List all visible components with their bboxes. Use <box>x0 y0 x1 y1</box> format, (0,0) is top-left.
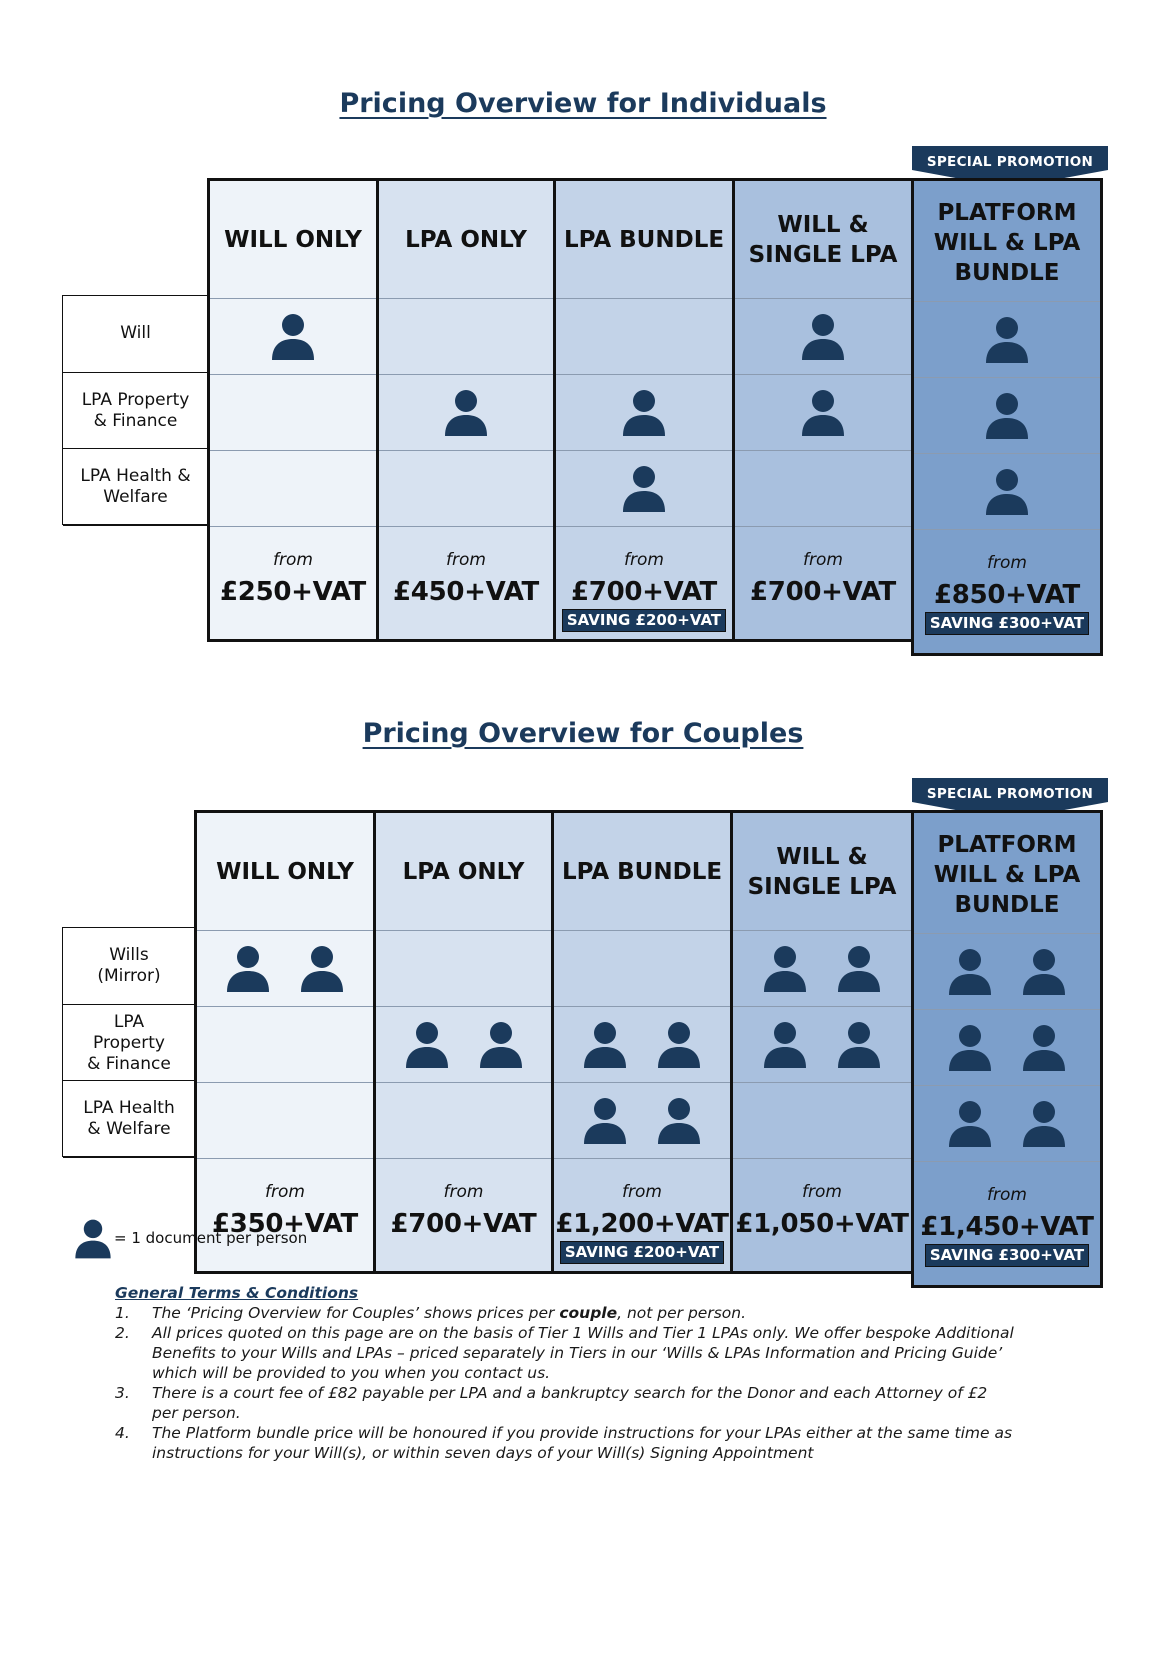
person-icon <box>982 391 1032 441</box>
plan-header: WILL ONLY <box>216 858 354 885</box>
person-icon <box>619 388 669 438</box>
price-from-label: from <box>802 1182 842 1202</box>
price-from-label: from <box>446 550 486 570</box>
row-label: Will <box>63 295 208 372</box>
person-icon <box>223 944 273 994</box>
feature-cell <box>914 377 1100 454</box>
terms-item: 2. All prices quoted on this page are on the basis of Tier 1 Wills and Tier 1 LPAs only. We offer bespoke Additional Benefits to your Wills and LPAs – priced separately in Tiers in our ‘Wills & LPAs Information and Pricing Guide’ which will be provided to you when you contact us. <box>115 1324 1014 1382</box>
feature-cell <box>556 374 732 451</box>
price-cell <box>914 529 1100 634</box>
feature-cell <box>379 374 553 451</box>
feature-cell <box>554 1082 730 1159</box>
plan-header: LPA BUNDLE <box>563 226 725 253</box>
individuals-pricing-table <box>207 178 1103 642</box>
couples-pricing-table <box>194 810 1103 1274</box>
feature-cell <box>914 933 1100 1010</box>
feature-cell <box>733 1082 911 1159</box>
saving-badge: SAVING £200+VAT <box>561 1242 723 1263</box>
feature-cell <box>554 1006 730 1083</box>
feature-cell <box>376 930 551 1007</box>
person-icon <box>268 312 318 362</box>
row-label: LPA Health & Welfare <box>63 448 208 526</box>
person-icon <box>982 467 1032 517</box>
person-icon <box>654 1096 704 1146</box>
price-cell <box>733 1158 911 1241</box>
plan-column-lpa-bundle <box>556 181 735 639</box>
plan-column-platform-will-lpa-bundle <box>911 810 1103 1288</box>
feature-cell <box>210 298 376 375</box>
person-icon <box>798 388 848 438</box>
terms-section <box>115 1283 1015 1463</box>
plan-header: WILL & SINGLE LPA <box>748 211 898 268</box>
feature-cell <box>210 374 376 451</box>
person-icon <box>1019 1023 1069 1073</box>
plan-header: PLATFORM WILL & LPA BUNDLE <box>933 831 1081 918</box>
person-icon <box>945 1023 995 1073</box>
plan-column-will-only <box>197 813 376 1271</box>
price-from-label: from <box>987 553 1027 573</box>
price-from-label: from <box>622 1182 662 1202</box>
price-amount: £1,200+VAT <box>555 1209 729 1239</box>
person-icon <box>982 315 1032 365</box>
price-cell <box>735 526 911 609</box>
couples-row-labels <box>62 927 195 1157</box>
person-icon <box>297 944 347 994</box>
feature-cell <box>379 450 553 527</box>
feature-cell <box>376 1082 551 1159</box>
price-amount: £700+VAT <box>390 1209 537 1239</box>
plan-header: LPA ONLY <box>402 858 525 885</box>
feature-cell <box>376 1006 551 1083</box>
couples-title: Pricing Overview for Couples <box>362 718 804 749</box>
row-label: Wills (Mirror) <box>63 927 195 1004</box>
person-icon <box>760 1020 810 1070</box>
plan-column-lpa-only <box>379 181 556 639</box>
price-amount: £1,050+VAT <box>735 1209 909 1239</box>
price-from-label: from <box>803 550 843 570</box>
plan-header: WILL & SINGLE LPA <box>747 843 897 900</box>
feature-cell <box>735 298 911 375</box>
price-cell <box>210 526 376 609</box>
individuals-promo-banner: SPECIAL PROMOTION <box>912 146 1108 196</box>
person-icon <box>834 944 884 994</box>
person-icon <box>798 312 848 362</box>
price-amount: £700+VAT <box>571 577 717 607</box>
plan-header: WILL ONLY <box>224 226 362 253</box>
plan-header: LPA BUNDLE <box>561 858 723 885</box>
feature-cell <box>197 1082 373 1159</box>
individuals-row-labels <box>62 295 208 525</box>
price-from-label: from <box>624 550 664 570</box>
price-from-label: from <box>265 1182 305 1202</box>
row-label: LPA Health & Welfare <box>63 1080 195 1158</box>
legend-text: = 1 document per person <box>114 1229 308 1247</box>
price-cell <box>376 1158 551 1241</box>
feature-cell <box>379 298 553 375</box>
person-icon <box>72 1218 114 1260</box>
plan-column-lpa-only <box>376 813 554 1271</box>
price-amount: £450+VAT <box>393 577 539 607</box>
person-icon <box>945 1099 995 1149</box>
feature-cell <box>735 374 911 451</box>
saving-badge: SAVING £300+VAT <box>926 613 1088 634</box>
price-cell <box>556 526 732 631</box>
terms-item: 4. The Platform bundle price will be honoured if you provide instructions for your LPAs either at the same time as instructions for your Will(s), or within seven days of your Will(s) Signing Appointment <box>115 1424 1013 1462</box>
person-icon <box>1019 947 1069 997</box>
feature-cell <box>914 301 1100 378</box>
person-icon <box>619 464 669 514</box>
person-icon <box>654 1020 704 1070</box>
feature-cell <box>556 298 732 375</box>
price-amount: £1,450+VAT <box>920 1212 1094 1242</box>
plan-column-lpa-bundle <box>554 813 733 1271</box>
plan-header: LPA ONLY <box>405 226 527 253</box>
legend-person-icon <box>72 1218 114 1260</box>
person-icon <box>580 1020 630 1070</box>
person-icon <box>476 1020 526 1070</box>
individuals-title: Pricing Overview for Individuals <box>339 88 827 119</box>
row-label: LPA Property & Finance <box>63 1004 195 1081</box>
person-icon <box>580 1096 630 1146</box>
feature-cell <box>914 1085 1100 1162</box>
price-amount: £350+VAT <box>212 1209 358 1239</box>
price-from-label: from <box>273 550 313 570</box>
price-cell <box>914 1161 1100 1266</box>
price-cell <box>554 1158 730 1263</box>
price-amount: £700+VAT <box>750 577 896 607</box>
person-icon <box>1019 1099 1069 1149</box>
plan-column-will-single-lpa <box>733 813 914 1271</box>
price-amount: £850+VAT <box>934 580 1080 610</box>
plan-column-will-only <box>210 181 379 639</box>
feature-cell <box>554 930 730 1007</box>
terms-heading: General Terms & Conditions <box>115 1284 359 1302</box>
price-from-label: from <box>443 1182 484 1202</box>
feature-cell <box>733 1006 911 1083</box>
feature-cell <box>556 450 732 527</box>
feature-cell <box>733 930 911 1007</box>
plan-column-platform-will-lpa-bundle <box>911 178 1103 656</box>
feature-cell <box>197 1006 373 1083</box>
price-amount: £250+VAT <box>220 577 366 607</box>
feature-cell <box>914 1009 1100 1086</box>
terms-item: 3. There is a court fee of £82 payable per LPA and a bankruptcy search for the Donor and each Attorney of £2 per person. <box>115 1384 988 1422</box>
plan-header: PLATFORM WILL & LPA BUNDLE <box>933 199 1081 286</box>
feature-cell <box>914 453 1100 530</box>
person-icon <box>402 1020 452 1070</box>
person-icon <box>760 944 810 994</box>
plan-column-will-single-lpa <box>735 181 914 639</box>
couples-promo-banner: SPECIAL PROMOTION <box>912 778 1108 828</box>
saving-badge: SAVING £200+VAT <box>563 610 725 631</box>
feature-cell <box>210 450 376 527</box>
row-label: LPA Property & Finance <box>63 372 208 449</box>
feature-cell <box>197 930 373 1007</box>
price-cell <box>379 526 553 609</box>
person-icon <box>945 947 995 997</box>
person-icon <box>441 388 491 438</box>
price-from-label: from <box>987 1185 1027 1205</box>
person-icon <box>834 1020 884 1070</box>
saving-badge: SAVING £300+VAT <box>926 1245 1088 1266</box>
terms-item: 1. The ‘Pricing Overview for Couples’ shows prices per couple, not per person. <box>115 1304 747 1322</box>
feature-cell <box>735 450 911 527</box>
